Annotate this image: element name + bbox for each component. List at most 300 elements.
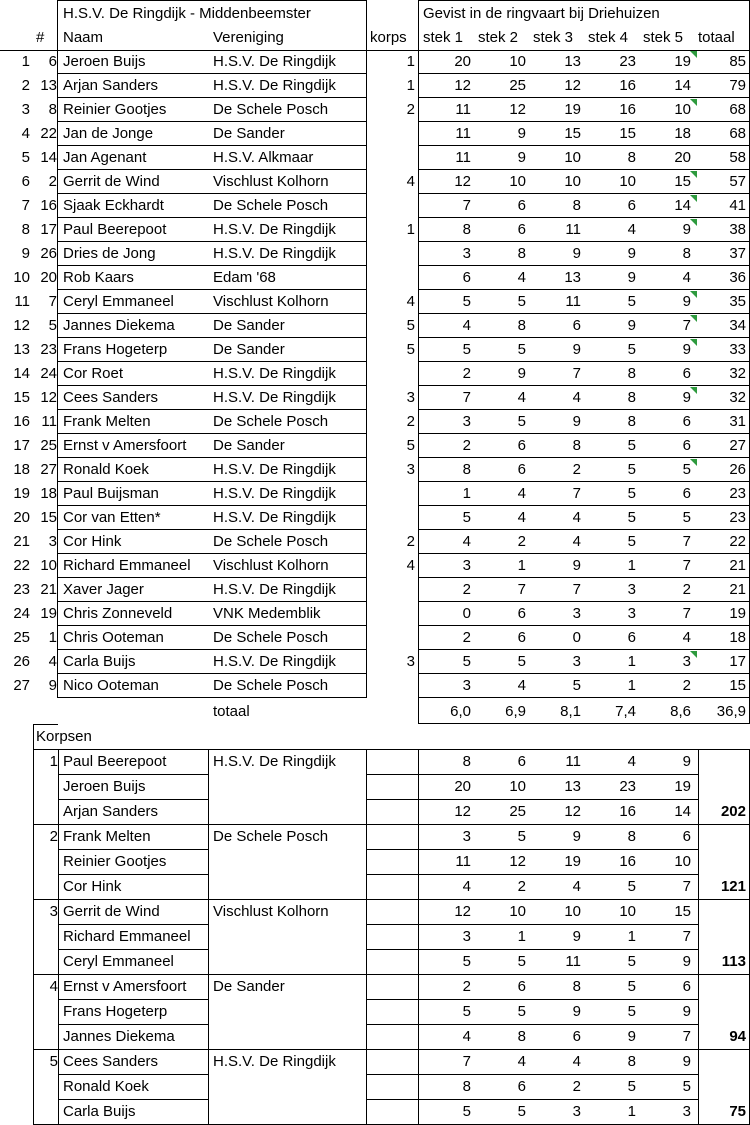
club-cell: H.S.V. De Ringdijk: [213, 53, 336, 70]
stek3-cell: 9: [572, 413, 581, 430]
stek5-cell: 7: [682, 317, 691, 334]
korps-stek1-cell: 4: [462, 1028, 471, 1045]
korps-cell: 3: [406, 389, 415, 406]
korps-stek4-cell: 4: [627, 753, 636, 770]
korps-cell: [370, 602, 415, 626]
comment-marker-icon: [690, 339, 697, 346]
korps-row-line: [58, 924, 208, 925]
angler-name-cell: Richard Emmaneel: [63, 557, 191, 574]
stek4-cell: 5: [627, 341, 636, 358]
stek3-cell: 13: [564, 269, 581, 286]
korps-club-name: Vischlust Kolhorn: [213, 903, 329, 920]
stek2-cell: 4: [517, 389, 526, 406]
stek5-cell: 19: [674, 53, 691, 70]
total-cell: 21: [729, 581, 746, 598]
comment-marker-icon: [690, 219, 697, 226]
club-cell: Edam '68: [213, 269, 276, 286]
row-line: [57, 385, 366, 386]
korps-cell: 4: [406, 173, 415, 190]
korps-stek5-cell: 7: [682, 1028, 691, 1045]
row-line: [57, 625, 366, 626]
angler-name-cell: Arjan Sanders: [63, 77, 159, 94]
stek4-cell: 5: [627, 293, 636, 310]
club-cell: De Schele Posch: [213, 101, 329, 118]
row-line: [57, 457, 366, 458]
korps-member-name: Jannes Diekema: [63, 1028, 175, 1045]
stek4-cell: 1: [627, 557, 636, 574]
korps-cell: [370, 578, 415, 602]
average-stek5: 8,6: [670, 703, 691, 720]
korps-cell: [370, 674, 415, 698]
stek2-cell: 25: [509, 77, 526, 94]
korps-rank-cell: 4: [49, 978, 58, 995]
row-line: [418, 241, 750, 242]
korps-row-line: [58, 874, 208, 875]
korps-row-line: [58, 1099, 208, 1100]
stek4-cell: 3: [627, 581, 636, 598]
korps-stek1-cell: 2: [462, 978, 471, 995]
stek2-cell: 6: [517, 629, 526, 646]
stek5-cell: 14: [674, 197, 691, 214]
grid-line: [418, 749, 419, 1124]
stek2-cell: 12: [509, 101, 526, 118]
korps-stek4-cell: 1: [627, 928, 636, 945]
col-header-number: #: [36, 29, 45, 46]
stek5-cell: 2: [682, 581, 691, 598]
stek2-cell: 5: [517, 341, 526, 358]
korps-stek5-cell: 9: [682, 1053, 691, 1070]
total-cell: 68: [729, 101, 746, 118]
col-header-stek2: stek 2: [478, 29, 519, 46]
angler-name-cell: Jan de Jonge: [63, 125, 154, 142]
stek5-cell: 8: [682, 245, 691, 262]
total-cell: 31: [729, 413, 746, 430]
participant-number-cell: 27: [40, 461, 57, 478]
club-cell: De Schele Posch: [213, 629, 329, 646]
korps-stek3-cell: 9: [572, 1003, 581, 1020]
korps-stek3-cell: 9: [572, 928, 581, 945]
participant-number-cell: 4: [48, 653, 57, 670]
korps-total-cell: 202: [720, 803, 746, 820]
stek2-cell: 6: [517, 461, 526, 478]
participant-number-cell: 10: [40, 557, 57, 574]
korps-stek3-cell: 13: [564, 778, 581, 795]
stek1-cell: 7: [462, 197, 471, 214]
angler-name-cell: Sjaak Eckhardt: [63, 197, 164, 214]
club-cell: VNK Medemblik: [213, 605, 321, 622]
korps-stek2-cell: 6: [517, 978, 526, 995]
korps-club-name: H.S.V. De Ringdijk: [213, 753, 336, 770]
korps-club-name: H.S.V. De Ringdijk: [213, 1053, 336, 1070]
stek3-cell: 7: [572, 485, 581, 502]
total-cell: 58: [729, 149, 746, 166]
club-cell: De Sander: [213, 317, 285, 334]
participant-number-cell: 2: [48, 173, 57, 190]
rank-cell: 27: [13, 677, 30, 694]
col-header-stek5: stek 5: [643, 29, 684, 46]
stek5-cell: 7: [682, 605, 691, 622]
stek4-cell: 5: [627, 437, 636, 454]
stek4-cell: 3: [627, 605, 636, 622]
korps-stek3-cell: 11: [565, 953, 581, 970]
korps-total-cell: 75: [729, 1103, 746, 1120]
stek3-cell: 3: [572, 605, 581, 622]
stek1-cell: 2: [462, 365, 471, 382]
korps-stek3-cell: 3: [572, 1103, 581, 1120]
total-cell: 79: [729, 77, 746, 94]
row-line: [57, 673, 366, 674]
club-cell: H.S.V. De Ringdijk: [213, 77, 336, 94]
row-line: [418, 169, 750, 170]
korps-row-line: [58, 1074, 208, 1075]
stek1-cell: 4: [462, 533, 471, 550]
rank-cell: 18: [13, 461, 30, 478]
korps-stek4-cell: 5: [627, 953, 636, 970]
stek3-cell: 13: [564, 53, 581, 70]
stek1-cell: 5: [462, 653, 471, 670]
stek2-cell: 6: [517, 605, 526, 622]
korps-group-border: [33, 974, 750, 975]
row-line: [418, 553, 750, 554]
rank-cell: 13: [13, 341, 30, 358]
stek5-cell: 4: [682, 269, 691, 286]
rank-cell: 14: [13, 365, 30, 382]
angler-name-cell: Jannes Diekema: [63, 317, 175, 334]
club-cell: H.S.V. De Ringdijk: [213, 485, 336, 502]
club-cell: De Schele Posch: [213, 197, 329, 214]
row-line: [57, 601, 366, 602]
rank-cell: 9: [21, 245, 30, 262]
stek5-cell: 4: [682, 629, 691, 646]
row-line: [418, 337, 750, 338]
row-line: [57, 337, 366, 338]
korps-stek3-cell: 8: [572, 978, 581, 995]
korps-row-line: [366, 999, 698, 1000]
korps-row-line: [366, 774, 698, 775]
korps-stek3-cell: 6: [572, 1028, 581, 1045]
stek5-cell: 14: [674, 77, 691, 94]
average-stek2: 6,9: [505, 703, 526, 720]
stek1-cell: 0: [462, 605, 471, 622]
total-cell: 37: [729, 245, 746, 262]
korps-stek4-cell: 8: [627, 1053, 636, 1070]
club-cell: H.S.V. De Ringdijk: [213, 653, 336, 670]
korps-row-line: [366, 874, 698, 875]
korps-cell: [370, 506, 415, 530]
comment-marker-icon: [690, 387, 697, 394]
rank-cell: 8: [21, 221, 30, 238]
angler-name-cell: Ronald Koek: [63, 461, 149, 478]
stek1-cell: 1: [462, 485, 471, 502]
korps-group-border: [33, 749, 750, 750]
korps-member-name: Jeroen Buijs: [63, 778, 146, 795]
korps-row-line: [366, 799, 698, 800]
total-cell: 36: [729, 269, 746, 286]
rank-cell: 24: [13, 605, 30, 622]
rank-cell: 1: [21, 53, 30, 70]
row-line: [418, 193, 750, 194]
korps-cell: [370, 266, 415, 290]
korps-stek5-cell: 9: [682, 953, 691, 970]
stek5-cell: 2: [682, 677, 691, 694]
korps-stek4-cell: 10: [619, 903, 636, 920]
korps-group-border: [33, 824, 750, 825]
korps-stek2-cell: 6: [517, 1078, 526, 1095]
korps-stek1-cell: 8: [462, 753, 471, 770]
stek1-cell: 6: [462, 269, 471, 286]
rank-cell: 12: [13, 317, 30, 334]
korps-stek1-cell: 11: [455, 853, 471, 870]
stek5-cell: 9: [682, 221, 691, 238]
korps-stek2-cell: 5: [517, 1103, 526, 1120]
angler-name-cell: Ernst v Amersfoort: [63, 437, 187, 454]
club-cell: Vischlust Kolhorn: [213, 293, 329, 310]
korps-stek4-cell: 5: [627, 1003, 636, 1020]
rank-cell: 17: [13, 437, 30, 454]
stek1-cell: 11: [455, 149, 471, 166]
korps-stek1-cell: 3: [462, 828, 471, 845]
row-line: [418, 673, 750, 674]
club-cell: De Schele Posch: [213, 533, 329, 550]
row-line: [57, 361, 366, 362]
stek2-cell: 4: [517, 485, 526, 502]
total-cell: 27: [729, 437, 746, 454]
korps-stek3-cell: 4: [572, 1053, 581, 1070]
korps-member-name: Cor Hink: [63, 878, 122, 895]
korps-row-line: [58, 849, 208, 850]
grid-line: [366, 0, 367, 698]
korps-stek3-cell: 12: [564, 803, 581, 820]
korps-stek2-cell: 2: [517, 878, 526, 895]
korps-cell: 5: [406, 437, 415, 454]
korps-row-line: [366, 949, 698, 950]
korps-stek4-cell: 8: [627, 828, 636, 845]
participant-number-cell: 21: [40, 581, 57, 598]
korps-stek5-cell: 3: [682, 1103, 691, 1120]
korps-cell: 4: [406, 557, 415, 574]
stek4-cell: 9: [627, 269, 636, 286]
stek4-cell: 5: [627, 485, 636, 502]
row-line: [57, 505, 366, 506]
korps-stek5-cell: 14: [674, 803, 691, 820]
stek5-cell: 9: [682, 293, 691, 310]
stek2-cell: 1: [517, 557, 526, 574]
korps-cell: 5: [406, 317, 415, 334]
col-header-name: Naam: [63, 29, 104, 46]
stek5-cell: 7: [682, 557, 691, 574]
total-cell: 32: [729, 389, 746, 406]
korps-stek2-cell: 6: [517, 753, 526, 770]
stek2-cell: 6: [517, 197, 526, 214]
korps-cell: 1: [406, 53, 415, 70]
average-stek3: 8,1: [560, 703, 581, 720]
korps-group-border: [33, 1049, 750, 1050]
stek3-cell: 12: [564, 77, 581, 94]
korps-stek1-cell: 7: [462, 1053, 471, 1070]
row-line: [418, 97, 750, 98]
korps-member-name: Gerrit de Wind: [63, 903, 160, 920]
korps-member-name: Carla Buijs: [63, 1103, 136, 1120]
total-cell: 17: [729, 653, 746, 670]
comment-marker-icon: [690, 291, 697, 298]
header-bottom-border: [0, 50, 750, 51]
angler-name-cell: Cor van Etten*: [63, 509, 161, 526]
participant-number-cell: 19: [40, 605, 57, 622]
stek2-cell: 5: [517, 293, 526, 310]
korps-row-line: [366, 1099, 698, 1100]
row-line: [57, 553, 366, 554]
participant-number-cell: 7: [48, 293, 57, 310]
korps-stek4-cell: 5: [627, 978, 636, 995]
participant-number-cell: 23: [40, 341, 57, 358]
participant-number-cell: 9: [48, 677, 57, 694]
averages-bottom-border: [418, 723, 750, 724]
row-line: [418, 265, 750, 266]
stek1-cell: 5: [462, 293, 471, 310]
stek1-cell: 3: [462, 557, 471, 574]
korps-member-name: Cees Sanders: [63, 1053, 159, 1070]
korps-row-line: [366, 1074, 698, 1075]
total-cell: 15: [729, 677, 746, 694]
korps-stek3-cell: 10: [564, 903, 581, 920]
total-cell: 57: [729, 173, 746, 190]
club-cell: H.S.V. De Ringdijk: [213, 221, 336, 238]
stek5-cell: 5: [682, 509, 691, 526]
korps-member-name: Paul Beerepoot: [63, 753, 167, 770]
korps-cell: [370, 482, 415, 506]
participant-number-cell: 20: [40, 269, 57, 286]
korps-stek2-cell: 8: [517, 1028, 526, 1045]
rank-cell: 22: [13, 557, 30, 574]
club-cell: De Schele Posch: [213, 677, 329, 694]
stek5-cell: 5: [682, 461, 691, 478]
korps-stek5-cell: 6: [682, 828, 691, 845]
korps-stek3-cell: 9: [572, 828, 581, 845]
korps-member-name: Reinier Gootjes: [63, 853, 167, 870]
korps-stek4-cell: 5: [627, 878, 636, 895]
rank-cell: 23: [13, 581, 30, 598]
korps-stek2-cell: 10: [509, 903, 526, 920]
grid-line: [418, 0, 419, 724]
row-line: [418, 145, 750, 146]
angler-name-cell: Cees Sanders: [63, 389, 159, 406]
total-cell: 85: [729, 53, 746, 70]
korps-cell: 4: [406, 293, 415, 310]
korps-stek4-cell: 23: [619, 778, 636, 795]
club-cell: H.S.V. De Ringdijk: [213, 245, 336, 262]
stek3-cell: 8: [572, 437, 581, 454]
korps-cell: 5: [406, 341, 415, 358]
row-line: [418, 313, 750, 314]
korps-stek1-cell: 5: [462, 953, 471, 970]
total-cell: 19: [729, 605, 746, 622]
participant-number-cell: 12: [40, 389, 57, 406]
club-cell: Vischlust Kolhorn: [213, 557, 329, 574]
row-line: [57, 577, 366, 578]
row-line: [57, 73, 366, 74]
averages-label: totaal: [213, 703, 250, 720]
korps-stek3-cell: 11: [565, 753, 581, 770]
club-cell: De Sander: [213, 341, 285, 358]
total-cell: 32: [729, 365, 746, 382]
korps-member-name: Ernst v Amersfoort: [63, 978, 187, 995]
title-top-border: [418, 0, 750, 1]
stek4-cell: 16: [619, 77, 636, 94]
korps-cell: [370, 362, 415, 386]
stek3-cell: 11: [565, 221, 581, 238]
stek4-cell: 9: [627, 317, 636, 334]
stek3-cell: 10: [564, 173, 581, 190]
row-line: [57, 193, 366, 194]
total-cell: 34: [729, 317, 746, 334]
korps-member-name: Frank Melten: [63, 828, 151, 845]
korps-cell: [370, 242, 415, 266]
korps-total-cell: 94: [729, 1028, 746, 1045]
stek1-cell: 20: [454, 53, 471, 70]
col-header-club: Vereniging: [213, 29, 284, 46]
korps-group-border: [33, 899, 750, 900]
row-line: [57, 97, 366, 98]
korps-stek2-cell: 5: [517, 1003, 526, 1020]
row-line: [57, 169, 366, 170]
stek1-cell: 2: [462, 581, 471, 598]
participant-number-cell: 22: [40, 125, 57, 142]
club-cell: H.S.V. De Ringdijk: [213, 461, 336, 478]
korpsen-label-border: [33, 724, 58, 725]
participant-number-cell: 1: [48, 629, 57, 646]
korps-member-name: Ronald Koek: [63, 1078, 149, 1095]
stek4-cell: 6: [627, 629, 636, 646]
stek4-cell: 5: [627, 533, 636, 550]
comment-marker-icon: [690, 315, 697, 322]
korps-stek1-cell: 20: [454, 778, 471, 795]
stek3-cell: 15: [564, 125, 581, 142]
korps-stek4-cell: 16: [619, 853, 636, 870]
korps-member-name: Arjan Sanders: [63, 803, 159, 820]
row-line: [57, 145, 366, 146]
korps-stek1-cell: 12: [454, 803, 471, 820]
row-line: [418, 409, 750, 410]
total-cell: 23: [729, 509, 746, 526]
participant-number-cell: 8: [48, 101, 57, 118]
stek3-cell: 2: [572, 461, 581, 478]
row-line: [418, 577, 750, 578]
korps-total-cell: 113: [721, 953, 746, 970]
korps-stek2-cell: 5: [517, 828, 526, 845]
total-cell: 38: [729, 221, 746, 238]
row-line: [418, 481, 750, 482]
korps-stek1-cell: 8: [462, 1078, 471, 1095]
row-line: [57, 481, 366, 482]
stek4-cell: 8: [627, 149, 636, 166]
stek4-cell: 8: [627, 389, 636, 406]
korps-stek5-cell: 6: [682, 978, 691, 995]
korps-row-line: [58, 799, 208, 800]
total-cell: 22: [729, 533, 746, 550]
stek3-cell: 8: [572, 197, 581, 214]
stek5-cell: 15: [674, 173, 691, 190]
korps-member-name: Ceryl Emmaneel: [63, 953, 174, 970]
korps-row-line: [58, 949, 208, 950]
korps-row-line: [58, 999, 208, 1000]
korps-stek1-cell: 5: [462, 1103, 471, 1120]
stek4-cell: 1: [627, 677, 636, 694]
grid-line: [366, 749, 367, 1124]
stek4-cell: 4: [627, 221, 636, 238]
grid-line: [57, 0, 58, 50]
average-total: 36,9: [716, 703, 746, 720]
stek1-cell: 5: [462, 509, 471, 526]
